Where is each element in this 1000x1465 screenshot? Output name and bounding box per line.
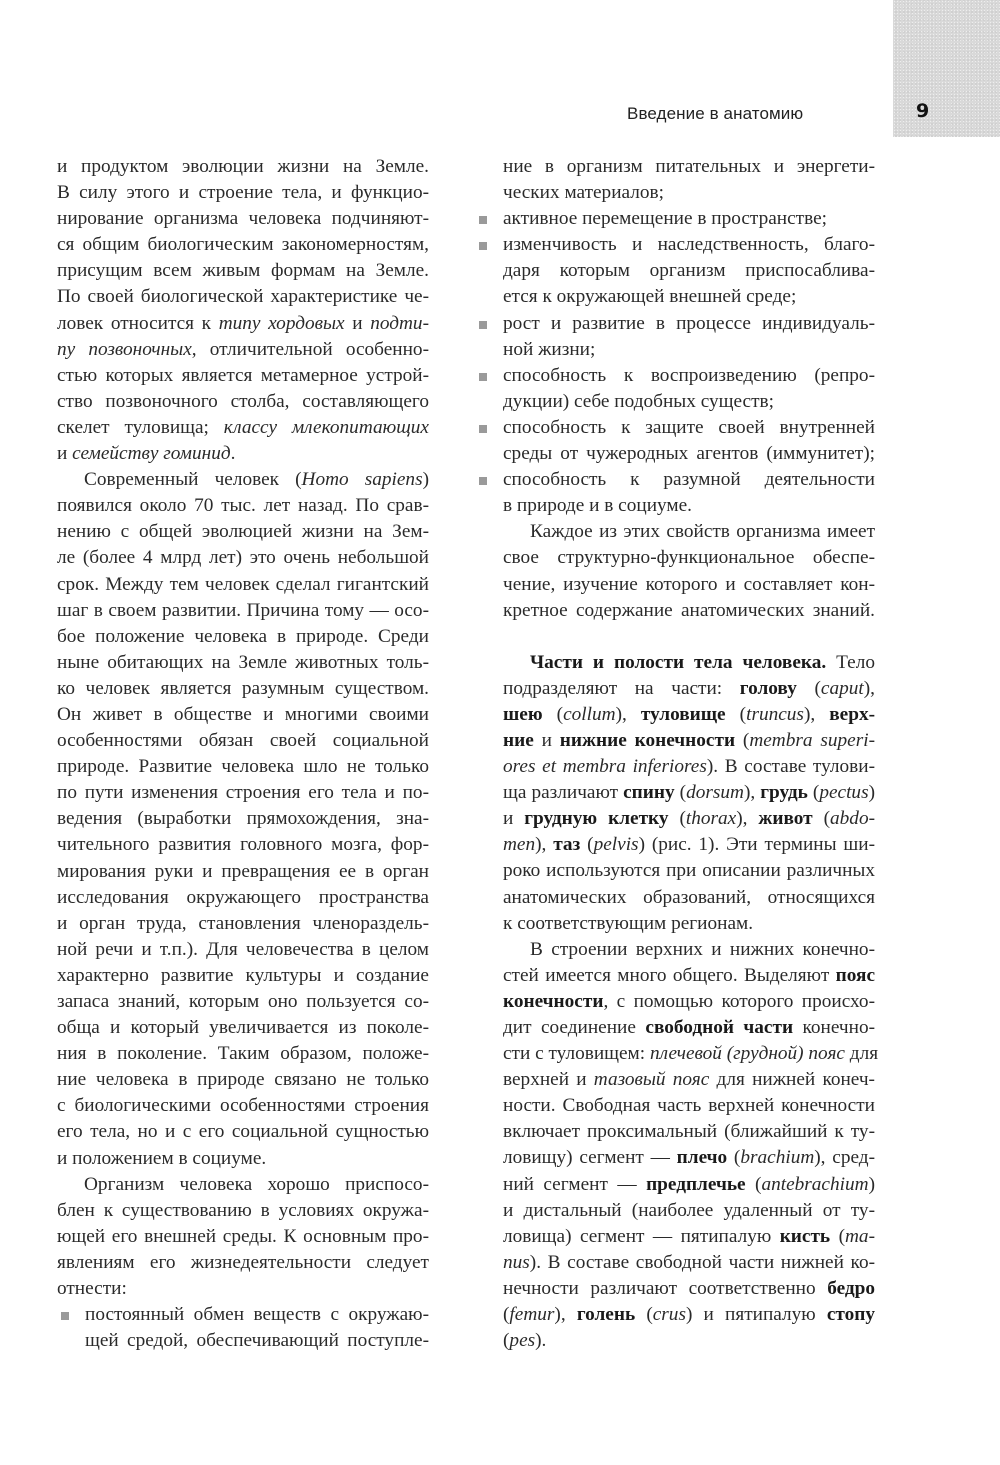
italic-term: тазовый пояс bbox=[593, 1069, 710, 1091]
text-line: постоянный обмен веществ с окружаю- bbox=[85, 1304, 429, 1326]
bold-term: таз bbox=[553, 834, 581, 856]
text: нечности различают соответственно bbox=[503, 1277, 828, 1299]
list-item bbox=[503, 311, 875, 363]
bold-term: стопу bbox=[826, 1304, 875, 1326]
text: ( bbox=[796, 677, 821, 699]
text-line: Каждое из этих свойств организма имеет bbox=[530, 521, 875, 543]
bold-term: бедро bbox=[827, 1277, 875, 1299]
text-line: нирование организма человека подчиняют- bbox=[57, 208, 429, 230]
bold-term: туловище bbox=[640, 703, 726, 725]
text-line: ности. Свободная часть верхней конечности bbox=[503, 1095, 875, 1117]
text: стей имеется много общего. Выделяют bbox=[503, 964, 836, 986]
italic-term: femur bbox=[509, 1304, 555, 1326]
right-column bbox=[503, 154, 879, 1354]
text-line: активное перемещение в пространстве; bbox=[503, 208, 827, 230]
text-line: щей средой, обеспечивающий поступле- bbox=[85, 1330, 429, 1352]
bold-term: плечо bbox=[676, 1147, 728, 1169]
text: для нижней конеч- bbox=[709, 1069, 875, 1091]
bold-term: голень bbox=[576, 1304, 636, 1326]
italic-term: ores et membra inferiores bbox=[503, 756, 707, 778]
bold-term: живот bbox=[758, 808, 813, 830]
text: ) и пятипалую bbox=[685, 1304, 827, 1326]
text: и bbox=[57, 443, 73, 465]
paragraph-limbs bbox=[503, 937, 879, 1355]
bold-term: грудную клетку bbox=[524, 808, 669, 830]
text: ловищу) сегмент — bbox=[503, 1147, 677, 1169]
text-line: к соответствующим регионам. bbox=[503, 912, 754, 934]
text: , отличительной особенно- bbox=[191, 338, 429, 360]
paragraph-organism bbox=[57, 1172, 429, 1302]
text-line: ющей его внешней среды. К основным про- bbox=[57, 1225, 429, 1247]
bold-term: конечности bbox=[503, 990, 604, 1012]
text-line: ко человек является разумным существом. bbox=[57, 677, 429, 699]
text-line: ние человека в природе связано не только bbox=[57, 1069, 429, 1091]
italic-term: thorax bbox=[685, 808, 737, 830]
paragraph-each-property bbox=[503, 519, 875, 623]
text-line bbox=[503, 1015, 875, 1041]
text: верхней и bbox=[503, 1069, 594, 1091]
text-line bbox=[57, 311, 429, 337]
text-line: и орган труда, становления членораздель- bbox=[57, 912, 429, 934]
text-line: анатомических образований, относящихся bbox=[503, 886, 875, 908]
list-item bbox=[503, 232, 875, 310]
list-item bbox=[503, 467, 875, 519]
text: ). В составе свободной части нижней ко- bbox=[529, 1251, 875, 1273]
text: конечно- bbox=[793, 1017, 876, 1038]
text-line: ство позвоночного столба, составляющего bbox=[57, 390, 429, 412]
italic-term: типу хордовых bbox=[218, 312, 345, 334]
text-line: дукции) себе подобных существ; bbox=[503, 390, 774, 412]
text-line: появился около 70 тыс. лет назад. По срав- bbox=[57, 495, 429, 517]
text: Современный человек ( bbox=[84, 469, 302, 491]
text-line bbox=[503, 650, 875, 676]
text-line: мирования руки и превращения ее в орган bbox=[57, 860, 429, 882]
text-line bbox=[503, 676, 875, 702]
running-head: Введение в анатомию bbox=[627, 104, 804, 123]
bold-term: свободной части bbox=[645, 1017, 794, 1038]
text-line: его тела, но и с его социальной сущностью bbox=[57, 1121, 429, 1143]
italic-term: membra superi- bbox=[749, 729, 875, 751]
italic-term: crus bbox=[652, 1304, 686, 1326]
text-line: (pes). bbox=[503, 1330, 547, 1352]
text-line: шею (collum), туловище (truncus), верх- bbox=[503, 703, 876, 725]
text-line: способность к разумной деятельности bbox=[503, 469, 875, 491]
text-line: ние и нижние конечности (membra superi- bbox=[503, 729, 875, 751]
text-line: нению с общей эволюцией жизни на Зем- bbox=[57, 521, 429, 543]
text: и bbox=[533, 729, 560, 751]
italic-term: ma- bbox=[845, 1225, 875, 1247]
text: ) (рис. 1). Эти термины ши- bbox=[638, 834, 875, 856]
bold-term: спину bbox=[623, 782, 675, 804]
spacer bbox=[503, 624, 875, 650]
text-line bbox=[57, 415, 429, 441]
text-line: чение, изучение которого и составляет кон- bbox=[503, 573, 875, 595]
text-line: ние в организм питательных и энергети- bbox=[503, 156, 875, 177]
section-heading: Части и полости тела человека. bbox=[530, 651, 827, 673]
text: сти с туловищем: bbox=[503, 1043, 650, 1065]
properties-list-continued bbox=[503, 206, 875, 519]
text-line bbox=[503, 1067, 875, 1093]
page-number: 9 bbox=[916, 100, 930, 122]
italic-term: плечевой (грудной) пояс bbox=[649, 1043, 845, 1065]
italic-term: collum bbox=[563, 703, 616, 725]
italic-term: pes bbox=[509, 1330, 536, 1352]
text: ловища) сегмент — пятипалую bbox=[503, 1225, 780, 1247]
bold-term: кисть bbox=[779, 1225, 831, 1247]
text-line: обща и который увеличивается из поколе- bbox=[57, 1017, 429, 1039]
text-line: и дистальный (наиболее удаленный от ту- bbox=[503, 1199, 875, 1221]
text-line: (femur), голень (crus) и пятипалую стопу bbox=[503, 1304, 875, 1326]
italic-term: antebrachium bbox=[761, 1173, 869, 1195]
list-item-continuation bbox=[503, 154, 875, 206]
text-line: В строении верхних и нижних конечно- bbox=[530, 938, 875, 960]
text: ). В составе тулови- bbox=[706, 756, 875, 778]
text-line bbox=[503, 1041, 879, 1067]
section-body-parts bbox=[503, 650, 875, 937]
text: и bbox=[344, 312, 371, 334]
text-line bbox=[503, 989, 875, 1015]
text-line: men), таз (pelvis) (рис. 1). Эти термины ши- bbox=[503, 834, 875, 856]
text-line: присущим всем живым формам на Земле. bbox=[57, 260, 429, 282]
text: ) bbox=[422, 469, 430, 491]
text-line: особенностями обязан своей социальной bbox=[57, 730, 429, 752]
text: подразделяют на части: bbox=[503, 677, 740, 699]
text-line: шаг в своем развитии. Причина тому — осо- bbox=[57, 599, 429, 621]
text: для bbox=[844, 1043, 879, 1065]
italic-term: семейству гоминид bbox=[72, 443, 231, 465]
left-column bbox=[57, 154, 429, 1354]
text-line: изменчивость и наследственность, благо- bbox=[503, 234, 875, 256]
paragraph-modern-human bbox=[57, 467, 429, 1172]
text: ), сред- bbox=[814, 1147, 875, 1169]
text-line: характерно развитие культуры и создание bbox=[57, 964, 429, 986]
text-line: бое положение человека в природе. Среди bbox=[57, 625, 429, 647]
text: ний сегмент — bbox=[503, 1173, 647, 1195]
italic-term: brachium bbox=[740, 1147, 815, 1169]
text: и bbox=[503, 808, 525, 830]
text-line: ведения (выработки прямохождения, зна- bbox=[57, 808, 429, 830]
text: , с помощью которого происхо- bbox=[603, 990, 875, 1012]
bold-term: шею bbox=[503, 703, 543, 725]
bold-term: ние bbox=[503, 729, 534, 751]
text-line: запаса знаний, которым оно пользуется со- bbox=[57, 991, 429, 1012]
text-line: ле (более 4 млрд лет) это очень небольшой bbox=[57, 547, 429, 569]
text-line: способность к защите своей внутренней bbox=[503, 416, 875, 438]
text-line: стью которых является метамерное устрой- bbox=[57, 364, 429, 386]
text-line: Он живет в обществе и многими своими bbox=[57, 703, 429, 725]
text-line: природе. Развитие человека шло не только bbox=[57, 756, 429, 778]
text-line bbox=[503, 1276, 875, 1302]
text-line: свое структурно-функциональное обеспе- bbox=[503, 547, 875, 569]
text-line: среды от чужеродных агентов (иммунитет); bbox=[503, 443, 875, 465]
bold-term: верх- bbox=[829, 703, 876, 725]
text-line: отнести: bbox=[57, 1278, 127, 1300]
text-line: ной речи и т.п.). Для человечества в целом bbox=[57, 938, 429, 960]
text-line: По своей биологической характеристике че- bbox=[57, 286, 429, 308]
italic-term: truncus bbox=[746, 703, 804, 725]
text: Тело bbox=[826, 651, 876, 673]
properties-list bbox=[85, 1302, 429, 1354]
text-line: ся общим биологическим закономерностям, bbox=[57, 234, 429, 256]
text-line: исследования окружающего пространства bbox=[57, 886, 429, 908]
text: скелет туловища; bbox=[57, 416, 224, 438]
text: ловек относится к bbox=[57, 312, 219, 334]
text-line: по пути изменения строения его тела и по- bbox=[57, 782, 429, 804]
text-line bbox=[503, 1250, 875, 1276]
text-line: ческих материалов; bbox=[503, 182, 664, 204]
text-line: в природе и в социуме. bbox=[503, 495, 692, 517]
text-line: ной жизни; bbox=[503, 338, 596, 360]
italic-term: men bbox=[503, 834, 536, 856]
bold-term: пояс bbox=[835, 964, 875, 986]
text-line: с биологическими особенностями строения bbox=[57, 1095, 429, 1117]
italic-term: dorsum bbox=[686, 782, 744, 804]
text-line bbox=[57, 467, 429, 493]
italic-term: pectus bbox=[819, 782, 869, 804]
text: дит соединение bbox=[503, 1017, 646, 1038]
list-item bbox=[503, 415, 875, 467]
text-line: и продуктом эволюции жизни на Земле. bbox=[57, 156, 429, 177]
list-item bbox=[503, 206, 875, 232]
text-line: ща различают спину (dorsum), грудь (pectus) bbox=[503, 782, 875, 804]
text: ). bbox=[535, 1330, 547, 1352]
page-number-tab bbox=[893, 0, 1000, 137]
text-line: блен к существованию в условиях окружа- bbox=[57, 1199, 429, 1221]
text-line: Организм человека хорошо приспосо- bbox=[84, 1173, 429, 1195]
italic-term: подти- bbox=[370, 312, 429, 334]
text-line bbox=[503, 963, 875, 989]
text-line: срок. Между тем человек сделал гигантский bbox=[57, 573, 429, 595]
text-line: способность к воспроизведению (репро- bbox=[503, 364, 875, 386]
italic-term: abdo- bbox=[830, 808, 875, 830]
bold-term: грудь bbox=[760, 782, 808, 804]
paragraph-evolution bbox=[57, 154, 429, 467]
text-line: явлениям его жизнедеятельности следует bbox=[57, 1251, 429, 1273]
text-line: рост и развитие в процессе индивидуаль- bbox=[503, 312, 875, 334]
text-line: и положением в социуме. bbox=[57, 1147, 267, 1169]
italic-term: классу млекопитающих bbox=[223, 416, 429, 438]
text-line: даря которым организм приспосаблива- bbox=[503, 260, 875, 282]
text-line: ний сегмент — предплечье (antebrachium) bbox=[503, 1173, 875, 1195]
text-line bbox=[57, 337, 429, 363]
bold-term: голову bbox=[739, 677, 797, 699]
text-line: ния в поколение. Таким образом, положе- bbox=[57, 1043, 429, 1065]
italic-term: пу позвоночных bbox=[57, 338, 192, 360]
text-line: ловищу) сегмент — плечо (brachium), сред- bbox=[503, 1147, 875, 1169]
text-line: ется к окружающей внешней среде; bbox=[503, 286, 797, 308]
italic-term: nus bbox=[503, 1251, 530, 1273]
text-line bbox=[57, 441, 429, 467]
text-line bbox=[503, 754, 875, 780]
text-line: роко используются при описании различных bbox=[503, 860, 875, 882]
italic-term: Homo sapiens bbox=[301, 469, 423, 491]
text-line: ныне обитающих на Земле животных толь- bbox=[57, 651, 429, 673]
text-line: ловища) сегмент — пятипалую кисть (ma- bbox=[503, 1225, 875, 1247]
text: . bbox=[230, 443, 236, 465]
bold-term: нижние конечности bbox=[559, 729, 736, 751]
text: ), bbox=[863, 677, 875, 699]
text-line: В силу этого и строение тела, и функцио- bbox=[57, 182, 429, 204]
list-item bbox=[503, 363, 875, 415]
text-line: чительного развития головного мозга, фор- bbox=[57, 834, 429, 856]
bold-term: предплечье bbox=[646, 1173, 746, 1195]
text-line: включает проксимальный (ближайший к ту- bbox=[503, 1121, 875, 1143]
italic-term: caput bbox=[820, 677, 864, 699]
italic-term: pelvis bbox=[593, 834, 639, 856]
text-line: кретное содержание анатомических знаний. bbox=[503, 599, 875, 621]
text-line: и грудную клетку (thorax), живот (abdo- bbox=[503, 808, 875, 830]
text: ща различают bbox=[503, 782, 624, 804]
list-item bbox=[85, 1302, 429, 1354]
